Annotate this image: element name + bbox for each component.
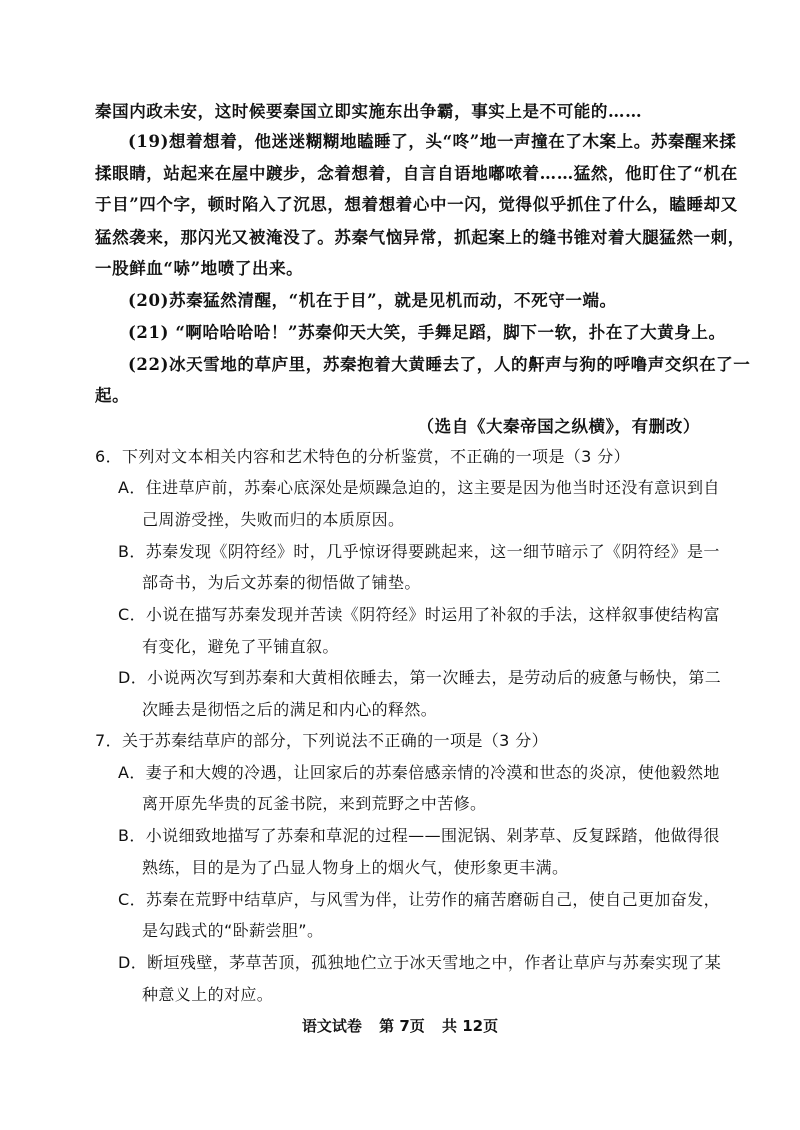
passage-line: 一股鲜血“哧”地喷了出来。	[95, 259, 304, 278]
option-c: C．小说在描写苏秦发现并苦读《阴符经》时运用了补叙的手法，这样叙事使结构富	[118, 605, 720, 624]
page-footer	[0, 1015, 800, 1036]
option-b-cont: 部奇书，为后文苏秦的彻悟做了铺垫。	[142, 573, 421, 592]
option-b: B．苏秦发现《阴符经》时，几乎惊讶得要跳起来，这一细节暗示了《阴符经》是一	[118, 542, 720, 561]
passage-line: 秦国内政未安，这时候要秦国立即实施东出争霸，事实上是不可能的……	[95, 102, 643, 121]
option-d-cont: 次睡去是彻悟之后的满足和内心的释然。	[142, 700, 438, 719]
option-b: B．小说细致地描写了苏秦和草泥的过程——围泥锅、剁茅草、反复踩踏，他做得很	[118, 826, 720, 845]
option-c-cont: 是勾践式的“卧薪尝胆”。	[142, 921, 324, 940]
question-stem: 6．下列对文本相关内容和艺术特色的分析鉴赏，不正确的一项是（3 分）	[95, 447, 631, 466]
option-d-cont: 种意义上的对应。	[142, 985, 274, 1004]
option-d: D．断垣残壁，茅草苦顶，孤独地伫立于冰天雪地之中，作者让草庐与苏秦实现了某	[118, 953, 722, 972]
passage-line: 于目”四个字，顿时陷入了沉思，想着想着心中一闪，觉得似乎抓住了什么，瞌睡却又	[95, 195, 738, 214]
question-stem: 7．关于苏秦结草庐的部分，下列说法不正确的一项是（3 分）	[95, 731, 549, 750]
passage-line: (22)冰天雪地的草庐里，苏秦抱着大黄睡去了，人的鼾声与狗的呼噜声交织在了一	[128, 355, 751, 374]
option-a: A．住进草庐前，苏秦心底深处是烦躁急迫的，这主要是因为他当时还没有意识到自	[118, 478, 720, 497]
passage-source: （选自《大秦帝国之纵横》，有删改）	[417, 417, 700, 436]
passage-line: (21) “啊哈哈哈哈！”苏秦仰天大笑，手舞足蹈，脚下一软，扑在了大黄身上。	[128, 323, 726, 342]
footer-page-number: 第 7页	[379, 1017, 425, 1035]
option-b-cont: 熟练，目的是为了凸显人物身上的烟火气，使形象更丰满。	[142, 858, 569, 877]
option-a: A．妻子和大嫂的冷遇，让回家后的苏秦倍感亲情的冷漠和世态的炎凉，使他毅然地	[118, 763, 720, 782]
passage-line: 起。	[95, 386, 130, 405]
passage-line: 猛然袭来，那闪光又被淹没了。苏秦气恼异常，抓起案上的缝书锥对着大腿猛然一刺，	[95, 228, 745, 247]
footer-total-pages: 共 12页	[442, 1017, 499, 1035]
option-d: D．小说两次写到苏秦和大黄相依睡去，第一次睡去，是劳动后的疲惫与畅快，第二	[118, 668, 722, 687]
passage-line: (19)想着想着，他迷迷糊糊地瞌睡了，头“咚”地一声撞在了木案上。苏秦醒来揉	[128, 132, 737, 151]
option-c-cont: 有变化，避免了平铺直叙。	[142, 637, 339, 656]
footer-subject: 语文试卷	[301, 1017, 362, 1035]
passage-line: 揉眼睛，站起来在屋中踱步，念着想着，自言自语地嘟哝着……猛然，他盯住了“机在	[95, 164, 738, 183]
option-a-cont: 己周游受挫，失败而归的本质原因。	[142, 510, 405, 529]
option-c: C．苏秦在荒野中结草庐，与风雪为伴，让劳作的痛苦磨砺自己，使自己更加奋发，	[118, 890, 720, 909]
passage-line: (20)苏秦猛然清醒，“机在于目”，就是见机而动，不死守一端。	[128, 291, 617, 310]
option-a-cont: 离开原先华贵的瓦釜书院，来到荒野之中苦修。	[142, 794, 487, 813]
